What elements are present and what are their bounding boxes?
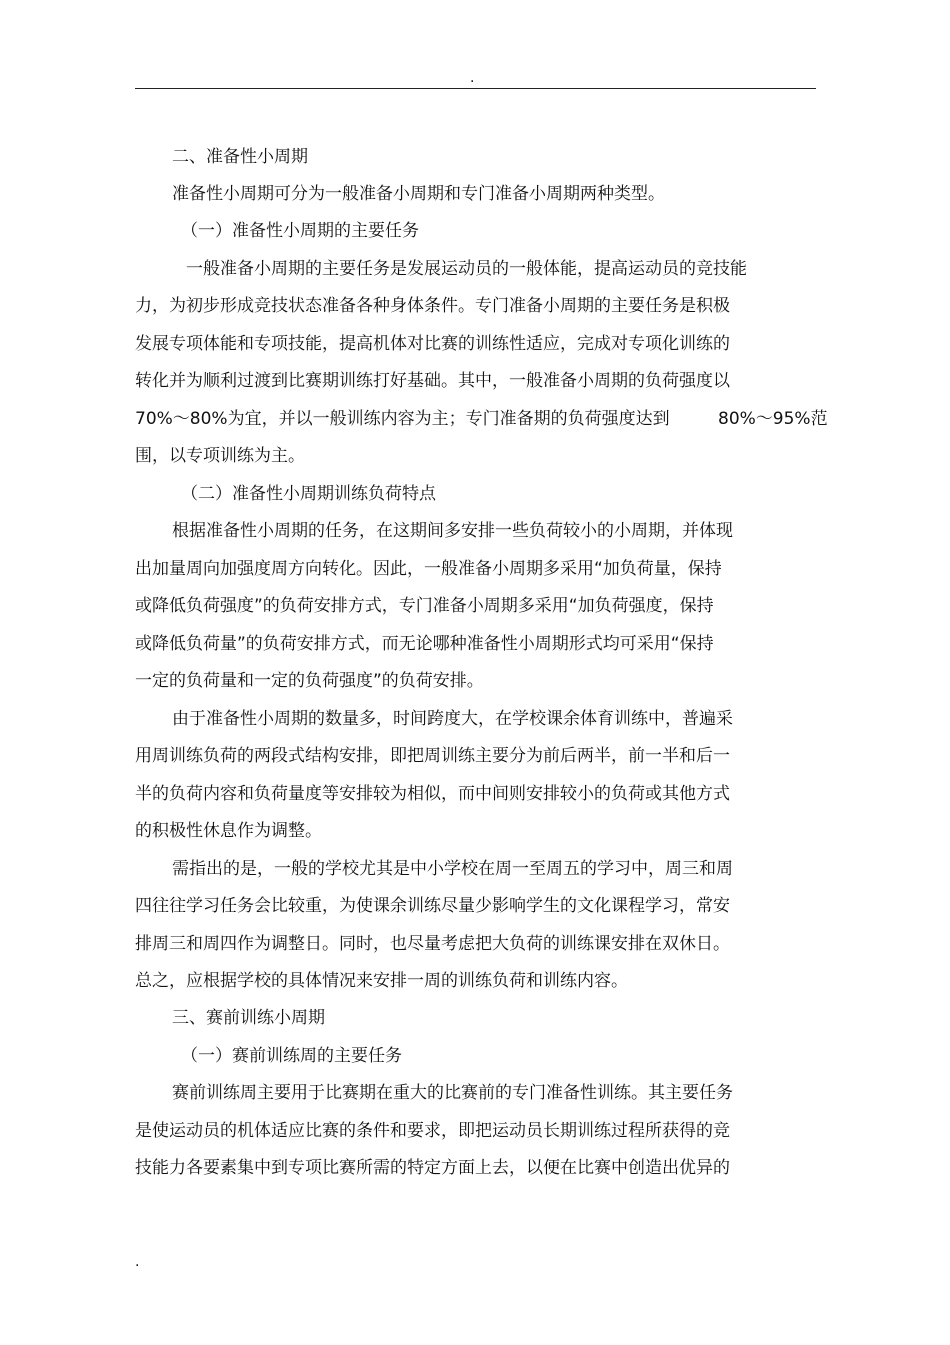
section-heading-2: 二、准备性小周期 — [172, 147, 308, 167]
paragraph-line: 转化并为顺利过渡到比赛期训练打好基础。其中，一般准备小周期的负荷强度以 — [135, 371, 730, 391]
paragraph-line: 用周训练负荷的两段式结构安排，即把周训练主要分为前后两半，前一半和后一 — [135, 746, 730, 766]
footer-mark: . — [135, 1254, 140, 1270]
paragraph-line: 围，以专项训练为主。 — [135, 446, 305, 466]
paragraph-line: 一定的负荷量和一定的负荷强度”的负荷安排。 — [135, 671, 484, 691]
paragraph-line: 四往往学习任务会比较重，为使课余训练尽量少影响学生的文化课程学习，常安 — [135, 896, 730, 916]
paragraph-line: 70%～80%为宜，并以一般训练内容为主；专门准备期的负荷强度达到 — [135, 409, 670, 429]
paragraph-line: 半的负荷内容和负荷量度等安排较为相似，而中间则安排较小的负荷或其他方式 — [135, 784, 730, 804]
paragraph-line: 总之，应根据学校的具体情况来安排一周的训练负荷和训练内容。 — [135, 971, 628, 991]
paragraph-line: 是使运动员的机体适应比赛的条件和要求，即把运动员长期训练过程所获得的竞 — [135, 1121, 730, 1141]
paragraph-line: 的积极性休息作为调整。 — [135, 821, 322, 841]
paragraph-line: 赛前训练周主要用于比赛期在重大的比赛前的专门准备性训练。其主要任务 — [172, 1083, 733, 1103]
paragraph-line: 一般准备小周期的主要任务是发展运动员的一般体能，提高运动员的竞技能 — [186, 259, 747, 279]
subsection-heading: （一）准备性小周期的主要任务 — [181, 221, 419, 241]
paragraph-line: 出加量周向加强度周方向转化。因此，一般准备小周期多采用“加负荷量，保持 — [135, 559, 722, 579]
paragraph-line-tail: 80%～95%范 — [718, 409, 828, 429]
subsection-heading: （一）赛前训练周的主要任务 — [181, 1046, 402, 1066]
header-mark: . — [470, 70, 475, 86]
subsection-heading: （二）准备性小周期训练负荷特点 — [181, 484, 436, 504]
paragraph-line: 力，为初步形成竞技状态准备各种身体条件。专门准备小周期的主要任务是积极 — [135, 296, 730, 316]
paragraph-line: 排周三和周四作为调整日。同时，也尽量考虑把大负荷的训练课安排在双休日。 — [135, 934, 730, 954]
paragraph-line: 发展专项体能和专项技能，提高机体对比赛的训练性适应，完成对专项化训练的 — [135, 334, 730, 354]
paragraph-line: 需指出的是，一般的学校尤其是中小学校在周一至周五的学习中，周三和周 — [172, 859, 733, 879]
section-heading-3: 三、赛前训练小周期 — [172, 1008, 325, 1028]
paragraph-line: 或降低负荷量”的负荷安排方式，而无论哪种准备性小周期形式均可采用“保持 — [135, 634, 714, 654]
paragraph-line: 准备性小周期可分为一般准备小周期和专门准备小周期两种类型。 — [172, 184, 665, 204]
paragraph-line: 由于准备性小周期的数量多，时间跨度大，在学校课余体育训练中，普遍采 — [172, 709, 733, 729]
paragraph-line: 根据准备性小周期的任务，在这期间多安排一些负荷较小的小周期，并体现 — [172, 521, 733, 541]
paragraph-line: 技能力各要素集中到专项比赛所需的特定方面上去，以便在比赛中创造出优异的 — [135, 1158, 730, 1178]
paragraph-line: 或降低负荷强度”的负荷安排方式，专门准备小周期多采用“加负荷强度，保持 — [135, 596, 714, 616]
header-rule — [135, 88, 816, 89]
